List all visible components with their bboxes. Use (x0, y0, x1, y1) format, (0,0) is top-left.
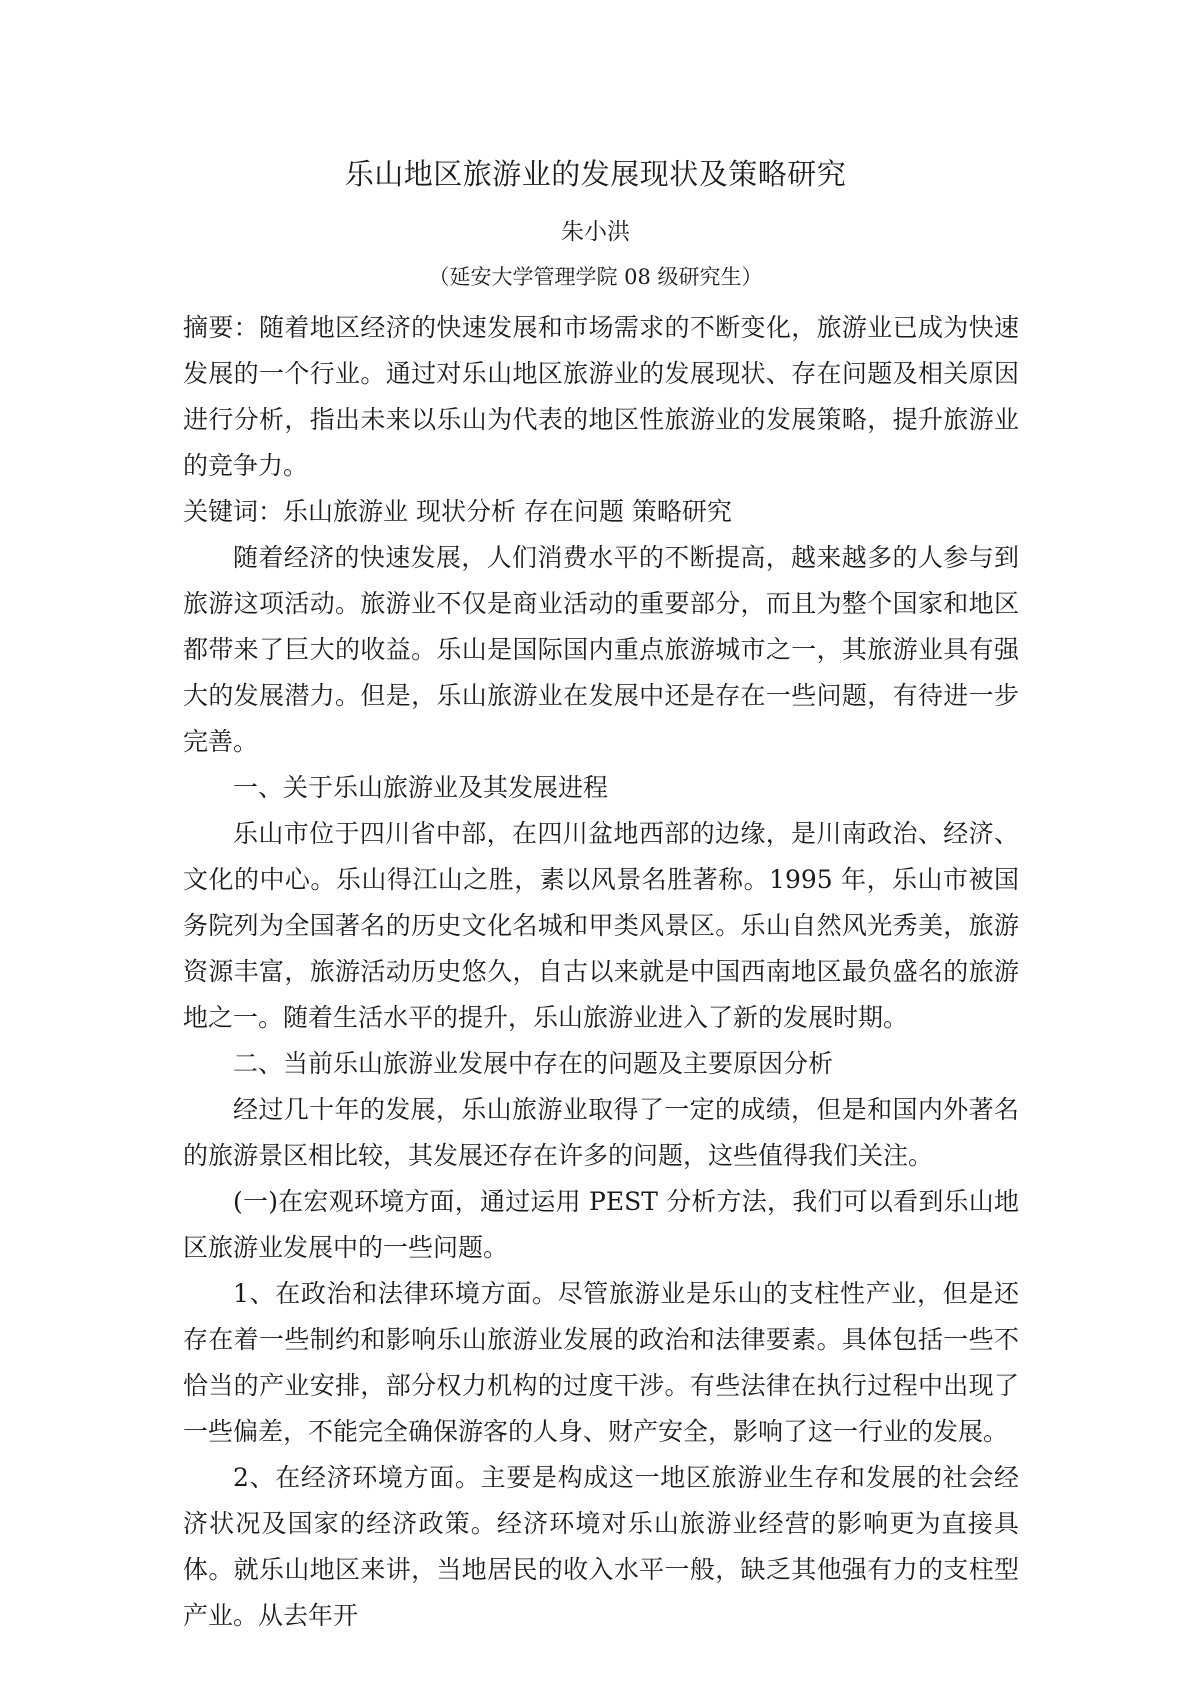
abstract-text: 随着地区经济的快速发展和市场需求的不断变化，旅游业已成为快速发展的一个行业。通过对乐山地区旅游业的发展现状、存在问题及相关原因进行分析，指出未来以乐山为代表的地区性旅游业的发展策略，提升旅游业的竞争力。 (183, 313, 1019, 480)
keywords (183, 489, 1019, 535)
body-paragraph: 2、在经济环境方面。主要是构成这一地区旅游业生存和发展的社会经济状况及国家的经济政策。经济环境对乐山旅游业经营的影响更为直接具体。就乐山地区来讲，当地居民的收入水平一般，缺乏其他强有力的支柱型产业。从去年开 (183, 1463, 1019, 1630)
author-affiliation: （延安大学管理学院 08 级研究生） (428, 265, 763, 289)
body-paragraph: 随着经济的快速发展，人们消费水平的不断提高，越来越多的人参与到旅游这项活动。旅游业不仅是商业活动的重要部分，而且为整个国家和地区都带来了巨大的收益。乐山是国际国内重点旅游城市之一，其旅游业具有强大的发展潜力。但是，乐山旅游业在发展中还是存在一些问题，有待进一步完善。 (183, 543, 1019, 756)
abstract-label: 摘要： (183, 313, 260, 342)
document-body (183, 305, 1019, 1639)
body-paragraph: 经过几十年的发展，乐山旅游业取得了一定的成绩，但是和国内外著名的旅游景区相比较，其发展还存在许多的问题，这些值得我们关注。 (183, 1095, 1019, 1170)
section-heading: 二、当前乐山旅游业发展中存在的问题及主要原因分析 (233, 1049, 834, 1078)
section-heading: 一、关于乐山旅游业及其发展进程 (233, 773, 609, 802)
author-name: 朱小洪 (561, 219, 630, 245)
abstract (183, 305, 1019, 489)
subsection-paragraph: (一)在宏观环境方面，通过运用 PEST 分析方法，我们可以看到乐山地区旅游业发展中的一些问题。 (183, 1187, 1019, 1262)
keywords-text: 乐山旅游业 现状分析 存在问题 策略研究 (283, 497, 732, 526)
keywords-label: 关键词： (183, 497, 284, 526)
document-title: 乐山地区旅游业的发展现状及策略研究 (344, 157, 847, 191)
body-paragraph: 1、在政治和法律环境方面。尽管旅游业是乐山的支柱性产业，但是还存在着一些制约和影响乐山旅游业发展的政治和法律要素。具体包括一些不恰当的产业安排，部分权力机构的过度干涉。有些法律在执行过程中出现了一些偏差，不能完全确保游客的人身、财产安全，影响了这一行业的发展。 (183, 1279, 1019, 1446)
body-paragraph: 乐山市位于四川省中部，在四川盆地西部的边缘，是川南政治、经济、文化的中心。乐山得江山之胜，素以风景名胜著称。1995 年，乐山市被国务院列为全国著名的历史文化名城和甲类风景区。乐山自然风光秀美，旅游资源丰富，旅游活动历史悠久，自古以来就是中国西南地区最负盛名的旅游地之一。随着生活水平的提升，乐山旅游业进入了新的发展时期。 (183, 819, 1019, 1032)
